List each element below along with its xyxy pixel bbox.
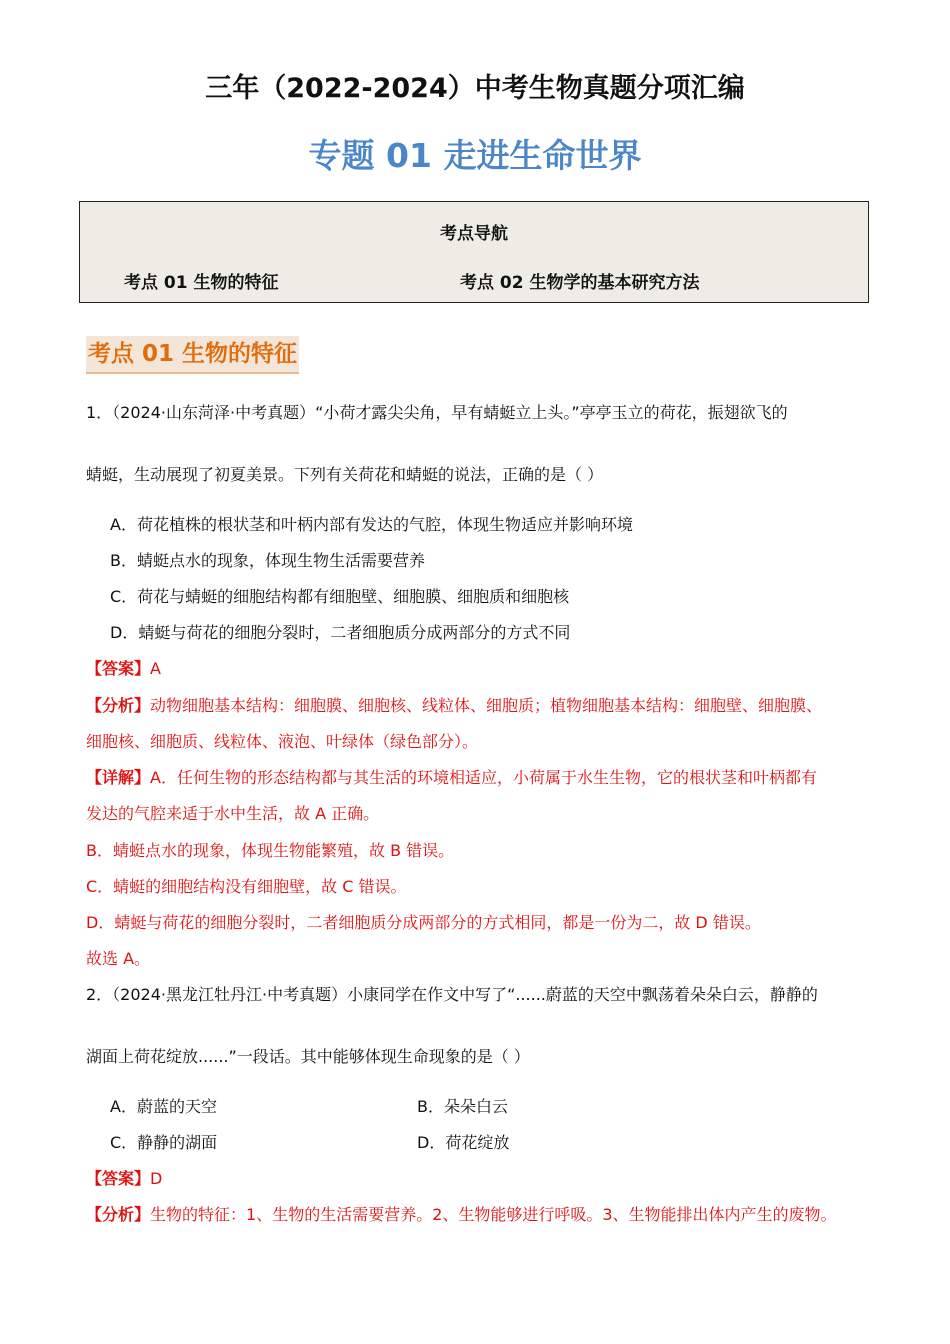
q1-detail-c: C．蜻蜓的细胞结构没有细胞壁，故 C 错误。 (86, 877, 407, 896)
q1-option-c: C．荷花与蜻蜓的细胞结构都有细胞壁、细胞膜、细胞质和细胞核 (110, 587, 570, 606)
q2-analysis-line1 (86, 1202, 837, 1225)
topic-navigation-box (79, 201, 869, 303)
analysis-tag: 【分析】 (86, 1205, 151, 1224)
answer-value: D (150, 1169, 163, 1188)
q1-detail-line1 (86, 765, 817, 788)
q1-detail-b: B．蜻蜓点水的现象，体现生物能繁殖，故 B 错误。 (86, 841, 455, 860)
q1-conclusion: 故选 A。 (86, 949, 151, 968)
nav-item-topic-01[interactable]: 考点 01 生物的特征 (124, 273, 279, 293)
q1-option-a: A．荷花植株的根状茎和叶柄内部有发达的气腔，体现生物适应并影响环境 (110, 515, 633, 534)
analysis-text: 动物细胞基本结构：细胞膜、细胞核、线粒体、细胞质；植物细胞基本结构：细胞壁、细胞膜、 (150, 696, 823, 715)
q1-analysis-line2: 细胞核、细胞质、线粒体、液泡、叶绿体（绿色部分）。 (86, 732, 479, 751)
q2-stem-line2: 湖面上荷花绽放......”一段话。其中能够体现生命现象的是（ ） (86, 1047, 530, 1066)
analysis-text: 生物的特征：1、生物的生活需要营养。2、生物能够进行呼吸。3、生物能排出体内产生的废物。 (150, 1205, 837, 1224)
answer-tag: 【答案】 (86, 659, 151, 678)
q1-analysis-line1 (86, 693, 822, 716)
q1-detail-line2: 发达的气腔来适于水中生活，故 A 正确。 (86, 804, 380, 823)
analysis-tag: 【分析】 (86, 696, 151, 715)
q2-stem-line1: 2．（2024·黑龙江牡丹江·中考真题）小康同学在作文中写了“......蔚蓝的天空中飘荡着朵朵白云，静静的 (86, 985, 818, 1004)
q1-option-d: D．蜻蜓与荷花的细胞分裂时，二者细胞质分成两部分的方式不同 (110, 623, 571, 642)
q1-stem-line1: 1．（2024·山东菏泽·中考真题）“小荷才露尖尖角，早有蜻蜓立上头。”亭亭玉立的荷花，振翅欲飞的 (86, 403, 788, 422)
detail-tag: 【详解】 (86, 768, 151, 787)
answer-value: A (150, 659, 161, 678)
q1-answer (86, 656, 161, 679)
q2-option-a: A．蔚蓝的天空 (110, 1097, 217, 1116)
q2-option-c: C．静静的湖面 (110, 1133, 218, 1152)
section-heading: 考点 01 生物的特征 (86, 336, 299, 374)
navigation-heading: 考点导航 (440, 224, 508, 244)
detail-text: A．任何生物的形态结构都与其生活的环境相适应，小荷属于水生生物，它的根状茎和叶柄都有 (150, 768, 817, 787)
q1-detail-d: D．蜻蜓与荷花的细胞分裂时，二者细胞质分成两部分的方式相同，都是一份为二，故 D 错误。 (86, 913, 761, 932)
q2-option-d: D．荷花绽放 (417, 1133, 510, 1152)
nav-item-topic-02[interactable]: 考点 02 生物学的基本研究方法 (460, 273, 700, 293)
answer-tag: 【答案】 (86, 1169, 151, 1188)
q1-stem-line2: 蜻蜓，生动展现了初夏美景。下列有关荷花和蜻蜓的说法，正确的是（ ） (86, 465, 604, 484)
topic-title: 专题 01 走进生命世界 (308, 136, 642, 175)
q2-answer (86, 1166, 162, 1189)
document-title: 三年（2022-2024）中考生物真题分项汇编 (205, 73, 745, 104)
q1-option-b: B．蜻蜓点水的现象，体现生物生活需要营养 (110, 551, 425, 570)
q2-option-b: B．朵朵白云 (417, 1097, 508, 1116)
